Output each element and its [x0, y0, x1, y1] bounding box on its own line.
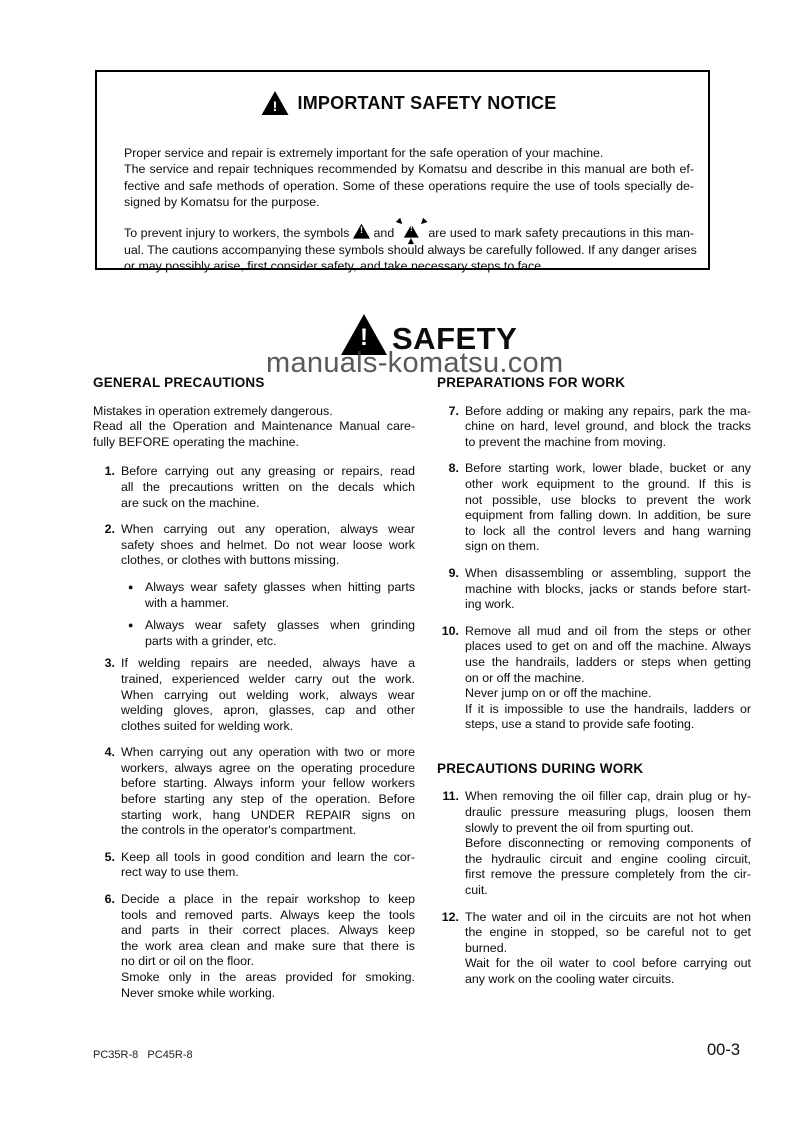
- text-line: starting work, hang UNDER REPAIR signs on: [121, 807, 415, 822]
- item-text: [121, 464, 415, 511]
- text-line: Before carrying out any greasing or repairs, read: [121, 464, 415, 479]
- item-text: [121, 850, 415, 881]
- watermark: manuals-komatsu.com: [266, 347, 564, 379]
- item-number: 4.: [104, 745, 115, 760]
- text-line: Never jump on or off the machine.: [465, 686, 652, 701]
- footer-model-numbers: PC35R-8 PC45R-8: [93, 1049, 193, 1061]
- text-line: Mistakes in operation extremely dangerous.: [93, 403, 333, 418]
- text-line: to prevent the machine from moving.: [465, 434, 667, 449]
- text-line: burned.: [465, 940, 508, 955]
- text-line: are suck on the machine.: [121, 495, 260, 510]
- item-text: [465, 404, 751, 451]
- text-line: places used to get on and off the machine. Always: [465, 639, 751, 654]
- text-line: steps, use a stand to provide safe footing.: [465, 717, 695, 732]
- text-line: When carrying out any operation, always wear: [121, 522, 415, 537]
- text-line: machine with blocks, jacks or stands before start-: [465, 581, 751, 596]
- item-text: [121, 522, 415, 569]
- numbered-item: [437, 404, 751, 451]
- text-line: When removing the oil filler cap, drain plug or hy-: [465, 789, 751, 804]
- footer-page-number: 00-3: [706, 1041, 740, 1059]
- text-line: trained, experienced welder carry out the work.: [121, 671, 415, 686]
- arrow-icon: ▶: [405, 237, 415, 244]
- text-line: Remove all mud and oil from the steps or other: [465, 623, 751, 638]
- text-segment: and: [369, 225, 398, 240]
- text-line: clothes, or clothes with buttons missing.: [121, 553, 340, 568]
- warning-triangle-icon: [404, 225, 419, 238]
- bullet-item: [128, 618, 415, 649]
- item-text: [121, 656, 415, 734]
- text-line: first remove the pressure completely from the cir-: [465, 867, 751, 882]
- text-line: Before adding or making any repairs, park the ma-: [465, 403, 751, 418]
- item-number: 5.: [104, 849, 115, 864]
- numbered-item: [437, 566, 751, 613]
- bullet-item: [128, 580, 415, 611]
- text-line: The service and repair techniques recommended by Komatsu and describe in this manual are both ef-: [124, 162, 694, 177]
- text-line: Keep all tools in good condition and learn the cor-: [121, 849, 415, 864]
- safety-title: SAFETY: [392, 321, 518, 356]
- text-line: Smoke only in the areas provided for smoking.: [121, 970, 415, 984]
- text-line: before starting. Always inform your fellow workers: [121, 776, 415, 791]
- text-line: The water and oil in the circuits are not hot when: [465, 909, 751, 924]
- numbered-item: [93, 656, 415, 734]
- item-number: 12.: [441, 909, 459, 924]
- bullet-icon: ●: [128, 581, 134, 592]
- text-line: When carrying out any operation with two or more: [121, 745, 415, 760]
- numbered-item: [93, 522, 415, 569]
- text-line: any work on the cooling water circuits.: [465, 972, 675, 986]
- item-text: [145, 580, 415, 611]
- right-column: [437, 375, 751, 999]
- text-line: Before disconnecting or removing components of: [465, 836, 751, 851]
- text-segment: are used to mark safety precautions in this man-: [424, 225, 695, 240]
- item-number: 2.: [104, 522, 115, 537]
- numbered-item: [437, 789, 751, 898]
- text-line: welding gloves, apron, glasses, cap and other: [121, 703, 415, 718]
- text-line: When disassembling or assembling, support the: [465, 565, 751, 580]
- text-line: ing work.: [465, 597, 515, 612]
- text-line: the hydraulic circuit and engine cooling circuit,: [465, 851, 751, 866]
- text-line: If it is impossible to use the handrails, ladders or: [465, 701, 751, 716]
- section-heading: GENERAL PRECAUTIONS: [93, 375, 265, 390]
- text-line: the engine in stopped, so be careful not to get: [465, 925, 751, 940]
- text-line: cuit.: [465, 883, 488, 898]
- text-line: Proper service and repair is extremely important for the safe operation of your machine.: [124, 146, 604, 160]
- notice-title: IMPORTANT SAFETY NOTICE: [297, 92, 557, 113]
- text-line: fective and safe methods of operation. Some of these operations require the use of tools specially de-: [124, 178, 694, 193]
- text-line: sign on them.: [465, 539, 540, 554]
- numbered-item: [93, 850, 415, 881]
- numbered-item: [93, 464, 415, 511]
- text-line: chine on hard, level ground, and block the tracks: [465, 419, 751, 434]
- text-line: other work equipment to the ground. If this is: [465, 476, 751, 491]
- text-line: no dirt or oil on the floor.: [121, 954, 254, 969]
- warning-triangle-arrows-icon: [394, 215, 429, 244]
- text-line: Always wear safety glasses when hitting parts: [145, 579, 415, 594]
- numbered-item: [93, 892, 415, 1001]
- warning-triangle-icon: [262, 91, 289, 115]
- item-number: 7.: [448, 403, 459, 418]
- item-number: 6.: [104, 892, 115, 907]
- left-column: [93, 375, 415, 1012]
- item-text: [121, 892, 415, 1001]
- text-line: ual. The cautions accompanying these symbols should always be carefully followed. If any danger arises: [124, 242, 697, 257]
- text-line: If welding repairs are needed, always have a: [121, 656, 415, 671]
- text-line: parts with a grinder, etc.: [145, 633, 277, 648]
- numbered-item: [437, 461, 751, 555]
- text-line: Before starting work, lower blade, bucket or any: [465, 461, 751, 476]
- item-number: 11.: [442, 789, 459, 804]
- item-text: [465, 461, 751, 555]
- item-text: [465, 789, 751, 898]
- text-line: equipment from falling down. In addition, be sure: [465, 508, 751, 523]
- item-number: 1.: [104, 464, 115, 479]
- notice-paragraph-2: [124, 215, 697, 275]
- notice-paragraph-2-rest: [124, 242, 697, 275]
- text-line: clothes suited for welding work.: [121, 718, 294, 733]
- numbered-item: [93, 745, 415, 839]
- text-line: tools and removed parts. Always keep the tools: [121, 907, 415, 922]
- important-safety-notice-box: [95, 70, 710, 274]
- text-line: all the precautions written on the decals which: [121, 479, 415, 494]
- text-line: Decide a place in the repair workshop to keep: [121, 892, 415, 907]
- item-number: 3.: [104, 656, 115, 671]
- text-line: on or off the machine.: [465, 670, 585, 685]
- text-line: slowly to prevent the oil from spurting out.: [465, 820, 694, 835]
- text-line: and parts in their correct places. Always keep: [121, 923, 415, 938]
- text-line: Always wear safety glasses when grinding: [145, 618, 415, 633]
- item-number: 10.: [441, 623, 459, 638]
- text-line: the work area clean and make sure that there is: [121, 938, 415, 953]
- text-line: draulic pressure measuring plugs, loosen them: [465, 805, 751, 820]
- text-line: Never smoke while working.: [121, 985, 276, 1000]
- text-line: to lock all the control levers and hang warning: [465, 523, 751, 538]
- text-line: workers, always agree on the operating procedure: [121, 760, 415, 775]
- item-text: [465, 910, 751, 988]
- text-line: Wait for the oil water to cool before carrying out: [465, 956, 751, 971]
- bullet-icon: ●: [128, 620, 134, 631]
- section-heading: PREPARATIONS FOR WORK: [437, 375, 626, 390]
- numbered-item: [437, 624, 751, 733]
- text-line: or may possibly arise, first consider safety, and take necessary steps to face.: [124, 259, 545, 274]
- text-segment: To prevent injury to workers, the symbols: [124, 225, 353, 240]
- text-line: fully BEFORE operating the machine.: [93, 434, 299, 449]
- notice-symbols-line: [124, 215, 695, 244]
- item-text: [465, 624, 751, 733]
- item-number: 8.: [448, 461, 459, 476]
- notice-paragraph-1: [124, 145, 694, 211]
- text-line: Read all the Operation and Maintenance Manual care-: [93, 419, 415, 434]
- text-line: not possible, use blocks to prevent the work: [465, 492, 751, 507]
- text-line: use the handrails, ladders or steps when getting: [465, 654, 751, 669]
- text-line: the controls in the operator's compartment.: [121, 823, 357, 838]
- text-line: safety shoes and helmet. Do not wear loose work: [121, 537, 415, 552]
- section-heading: PRECAUTIONS DURING WORK: [437, 760, 644, 776]
- numbered-item: [437, 910, 751, 988]
- item-text: [465, 566, 751, 613]
- text-line: signed by Komatsu for the purpose.: [124, 195, 320, 210]
- notice-title-row: [124, 91, 694, 115]
- text-line: rect way to use them.: [121, 865, 239, 880]
- item-number: 9.: [448, 565, 459, 580]
- paragraph: [93, 404, 415, 451]
- text-line: before starting any step of the operation. Before: [121, 792, 415, 807]
- item-text: [145, 618, 415, 649]
- warning-triangle-icon: [353, 224, 370, 239]
- arrow-icon: ▶: [394, 215, 406, 227]
- text-line: with a hammer.: [145, 595, 230, 610]
- text-line: When carrying out welding work, always wear: [121, 687, 415, 702]
- arrow-icon: ▶: [417, 216, 429, 228]
- item-text: [121, 745, 415, 839]
